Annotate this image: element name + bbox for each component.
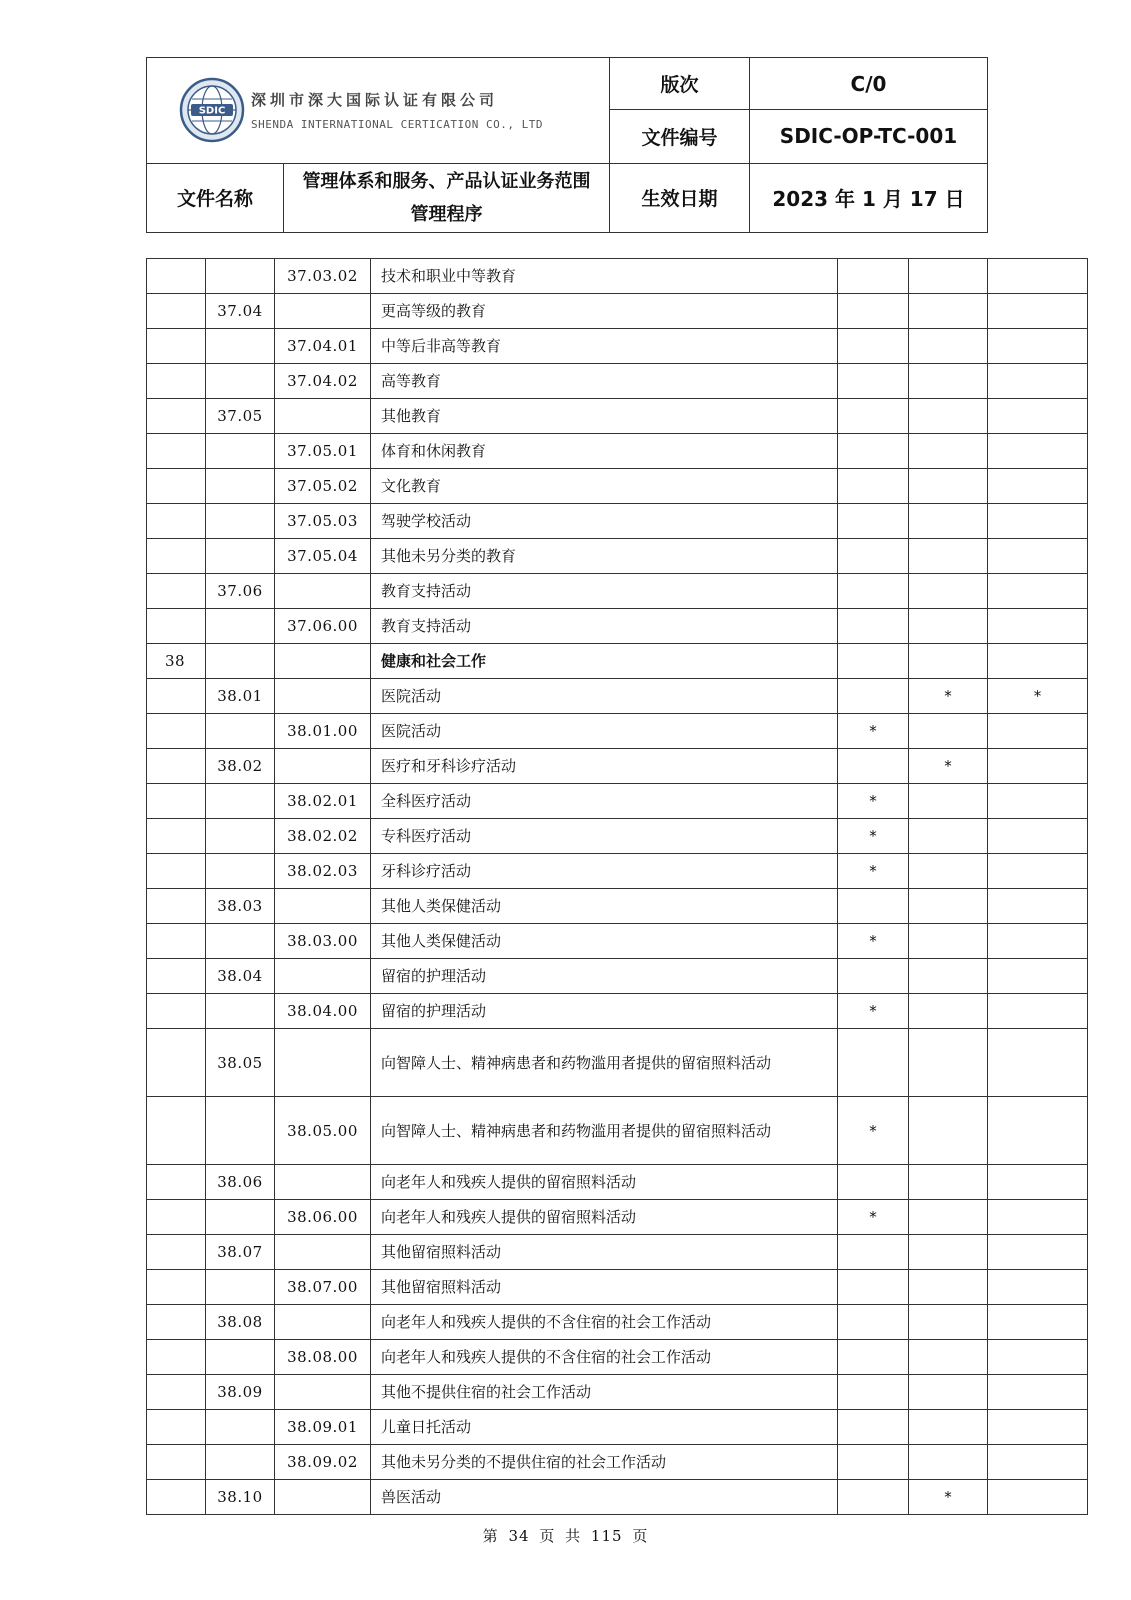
section-code [147,1029,206,1097]
table-row [147,1410,1088,1445]
section-code [147,1445,206,1480]
mark-cell-2 [909,329,988,364]
class-code [275,1165,371,1200]
docname-label: 文件名称 [147,163,284,232]
docno-label: 文件编号 [610,110,750,163]
class-code: 37.05.01 [275,434,371,469]
mark-cell-2 [909,1445,988,1480]
table-row [147,574,1088,609]
section-code [147,784,206,819]
mark-cell-1 [838,539,909,574]
class-code: 38.02.02 [275,819,371,854]
division-code: 38.06 [206,1165,275,1200]
company-logo-cell [147,58,610,164]
date-label: 生效日期 [610,163,750,232]
table-row [147,1097,1088,1165]
activity-name: 其他未另分类的教育 [371,539,838,574]
mark-cell-3 [988,294,1088,329]
mark-cell-1: * [838,1097,909,1165]
class-code: 38.06.00 [275,1200,371,1235]
mark-cell-1 [838,679,909,714]
mark-cell-2: * [909,749,988,784]
division-code: 37.06 [206,574,275,609]
mark-cell-1 [838,749,909,784]
division-code: 38.10 [206,1480,275,1515]
section-code [147,959,206,994]
mark-cell-2 [909,1305,988,1340]
section-code [147,1200,206,1235]
mark-cell-1 [838,1445,909,1480]
activity-name: 儿童日托活动 [371,1410,838,1445]
division-code [206,469,275,504]
division-code [206,434,275,469]
division-code [206,854,275,889]
mark-cell-3 [988,504,1088,539]
mark-cell-2 [909,1029,988,1097]
activity-name: 其他教育 [371,399,838,434]
mark-cell-3 [988,1410,1088,1445]
class-code [275,574,371,609]
mark-cell-3 [988,644,1088,679]
mark-cell-1 [838,959,909,994]
division-code [206,259,275,294]
mark-cell-1 [838,399,909,434]
date-value: 2023 年 1 月 17 日 [750,163,988,232]
document-header [146,57,988,233]
mark-cell-2 [909,1270,988,1305]
section-code [147,854,206,889]
mark-cell-1 [838,1410,909,1445]
section-code [147,294,206,329]
mark-cell-3 [988,1235,1088,1270]
table-row [147,644,1088,679]
mark-cell-2 [909,469,988,504]
mark-cell-3 [988,959,1088,994]
division-code: 38.05 [206,1029,275,1097]
section-code [147,399,206,434]
mark-cell-3 [988,1445,1088,1480]
mark-cell-2 [909,294,988,329]
division-code [206,994,275,1029]
mark-cell-2 [909,1165,988,1200]
table-row [147,1340,1088,1375]
class-code: 38.05.00 [275,1097,371,1165]
mark-cell-1: * [838,784,909,819]
activity-name: 体育和休闲教育 [371,434,838,469]
mark-cell-2 [909,994,988,1029]
table-row [147,994,1088,1029]
activity-name: 向智障人士、精神病患者和药物滥用者提供的留宿照料活动 [371,1029,838,1097]
section-code [147,259,206,294]
division-code: 38.01 [206,679,275,714]
table-row [147,1445,1088,1480]
section-code [147,994,206,1029]
table-row [147,1270,1088,1305]
class-code: 38.01.00 [275,714,371,749]
mark-cell-2 [909,959,988,994]
mark-cell-1 [838,1029,909,1097]
section-code [147,714,206,749]
activity-name: 高等教育 [371,364,838,399]
mark-cell-1 [838,1165,909,1200]
mark-cell-3 [988,1200,1088,1235]
section-code [147,1375,206,1410]
class-code: 38.07.00 [275,1270,371,1305]
mark-cell-1 [838,364,909,399]
activity-name: 向智障人士、精神病患者和药物滥用者提供的留宿照料活动 [371,1097,838,1165]
globe-logo-icon [179,77,245,143]
activity-name: 教育支持活动 [371,574,838,609]
table-row [147,399,1088,434]
mark-cell-3 [988,1165,1088,1200]
mark-cell-3 [988,574,1088,609]
class-code [275,889,371,924]
mark-cell-2 [909,1340,988,1375]
mark-cell-1 [838,574,909,609]
division-code: 38.09 [206,1375,275,1410]
section-code [147,539,206,574]
mark-cell-1 [838,329,909,364]
section-code [147,1097,206,1165]
table-row [147,329,1088,364]
mark-cell-2 [909,1235,988,1270]
table-row [147,259,1088,294]
table-row [147,504,1088,539]
mark-cell-3 [988,714,1088,749]
section-code [147,1270,206,1305]
section-code [147,924,206,959]
mark-cell-2: * [909,679,988,714]
mark-cell-3 [988,924,1088,959]
section-code [147,1480,206,1515]
mark-cell-3 [988,1305,1088,1340]
docname-value: 管理体系和服务、产品认证业务范围管理程序 [284,163,610,232]
mark-cell-2 [909,259,988,294]
class-code: 37.04.01 [275,329,371,364]
activity-name: 中等后非高等教育 [371,329,838,364]
mark-cell-1 [838,1480,909,1515]
mark-cell-3 [988,609,1088,644]
section-code [147,329,206,364]
class-code: 37.03.02 [275,259,371,294]
section-code [147,364,206,399]
mark-cell-3: * [988,679,1088,714]
table-row [147,889,1088,924]
division-code [206,329,275,364]
mark-cell-2 [909,504,988,539]
division-code [206,644,275,679]
class-code: 37.05.03 [275,504,371,539]
class-code [275,1029,371,1097]
table-row [147,539,1088,574]
mark-cell-3 [988,329,1088,364]
mark-cell-3 [988,1375,1088,1410]
section-code [147,819,206,854]
class-code [275,679,371,714]
mark-cell-3 [988,539,1088,574]
class-code [275,959,371,994]
mark-cell-1 [838,504,909,539]
class-code: 38.03.00 [275,924,371,959]
mark-cell-1 [838,1270,909,1305]
footer-prefix: 第 [482,1527,499,1545]
mark-cell-2 [909,854,988,889]
table-row [147,959,1088,994]
activity-name: 专科医疗活动 [371,819,838,854]
division-code: 38.04 [206,959,275,994]
activity-name: 医院活动 [371,679,838,714]
footer-mid1: 页 [539,1527,556,1545]
division-code: 37.04 [206,294,275,329]
section-code [147,504,206,539]
mark-cell-1 [838,434,909,469]
section-code [147,1235,206,1270]
section-code [147,889,206,924]
mark-cell-3 [988,994,1088,1029]
table-row [147,294,1088,329]
class-code: 37.05.02 [275,469,371,504]
activity-name: 向老年人和残疾人提供的不含住宿的社会工作活动 [371,1340,838,1375]
division-code [206,714,275,749]
mark-cell-1 [838,889,909,924]
company-name-cn: 深圳市深大国际认证有限公司 [251,91,499,110]
mark-cell-1 [838,294,909,329]
mark-cell-2 [909,434,988,469]
table-row [147,1029,1088,1097]
table-row [147,819,1088,854]
activity-name: 向老年人和残疾人提供的留宿照料活动 [371,1200,838,1235]
division-code [206,1340,275,1375]
mark-cell-1 [838,1235,909,1270]
section-code [147,749,206,784]
mark-cell-2 [909,1375,988,1410]
section-code [147,469,206,504]
class-code: 38.08.00 [275,1340,371,1375]
class-code: 38.09.01 [275,1410,371,1445]
table-row [147,1375,1088,1410]
class-code [275,1305,371,1340]
section-code [147,1305,206,1340]
division-code [206,1445,275,1480]
activity-name: 兽医活动 [371,1480,838,1515]
mark-cell-3 [988,1340,1088,1375]
section-code [147,1340,206,1375]
activity-name: 全科医疗活动 [371,784,838,819]
mark-cell-3 [988,784,1088,819]
table-row [147,679,1088,714]
section-code [147,574,206,609]
class-code [275,399,371,434]
class-code [275,294,371,329]
class-code: 38.02.01 [275,784,371,819]
division-code [206,539,275,574]
class-code: 37.05.04 [275,539,371,574]
section-code [147,1410,206,1445]
mark-cell-2 [909,644,988,679]
division-code: 37.05 [206,399,275,434]
mark-cell-2 [909,924,988,959]
scope-table [146,258,1088,1515]
mark-cell-1: * [838,854,909,889]
table-row [147,1165,1088,1200]
class-code: 38.02.03 [275,854,371,889]
page-total: 115 [590,1527,623,1545]
activity-name: 健康和社会工作 [371,644,838,679]
section-code: 38 [147,644,206,679]
table-row [147,714,1088,749]
division-code [206,504,275,539]
activity-name: 其他留宿照料活动 [371,1270,838,1305]
mark-cell-3 [988,434,1088,469]
mark-cell-1: * [838,994,909,1029]
table-row [147,784,1088,819]
mark-cell-2 [909,714,988,749]
docno-value: SDIC-OP-TC-001 [750,110,988,163]
mark-cell-2 [909,889,988,924]
class-code [275,1375,371,1410]
mark-cell-2 [909,574,988,609]
class-code: 38.09.02 [275,1445,371,1480]
mark-cell-3 [988,1029,1088,1097]
activity-name: 文化教育 [371,469,838,504]
table-row [147,1235,1088,1270]
mark-cell-2 [909,784,988,819]
version-label: 版次 [610,58,750,110]
mark-cell-2 [909,609,988,644]
activity-name: 医疗和牙科诊疗活动 [371,749,838,784]
mark-cell-3 [988,364,1088,399]
activity-name: 其他人类保健活动 [371,924,838,959]
mark-cell-3 [988,1270,1088,1305]
mark-cell-3 [988,1097,1088,1165]
section-code [147,434,206,469]
footer-suffix: 页 [632,1527,649,1545]
page-footer [0,1525,1131,1546]
section-code [147,609,206,644]
table-row [147,749,1088,784]
mark-cell-2 [909,399,988,434]
table-row [147,364,1088,399]
mark-cell-1 [838,644,909,679]
mark-cell-3 [988,819,1088,854]
division-code: 38.08 [206,1305,275,1340]
mark-cell-1: * [838,924,909,959]
division-code: 38.07 [206,1235,275,1270]
division-code [206,364,275,399]
activity-name: 向老年人和残疾人提供的不含住宿的社会工作活动 [371,1305,838,1340]
table-row [147,1200,1088,1235]
table-row [147,609,1088,644]
mark-cell-3 [988,889,1088,924]
class-code [275,749,371,784]
logo-text: SDIC [198,105,226,117]
mark-cell-2 [909,539,988,574]
division-code [206,1097,275,1165]
activity-name: 其他人类保健活动 [371,889,838,924]
section-code [147,1165,206,1200]
table-row [147,924,1088,959]
footer-mid2: 共 [565,1527,582,1545]
table-row [147,854,1088,889]
mark-cell-1 [838,609,909,644]
mark-cell-2 [909,1200,988,1235]
division-code [206,819,275,854]
class-code: 37.06.00 [275,609,371,644]
version-value: C/0 [750,58,988,110]
division-code [206,924,275,959]
table-row [147,469,1088,504]
scope-table-body [147,259,1088,1515]
table-row [147,434,1088,469]
mark-cell-1: * [838,819,909,854]
activity-name: 牙科诊疗活动 [371,854,838,889]
division-code [206,609,275,644]
activity-name: 其他未另分类的不提供住宿的社会工作活动 [371,1445,838,1480]
division-code [206,1410,275,1445]
mark-cell-3 [988,749,1088,784]
activity-name: 其他不提供住宿的社会工作活动 [371,1375,838,1410]
company-name-en: SHENDA INTERNATIONAL CERTICATION CO., LTD [251,118,544,132]
activity-name: 更高等级的教育 [371,294,838,329]
activity-name: 驾驶学校活动 [371,504,838,539]
mark-cell-2 [909,1410,988,1445]
section-code [147,679,206,714]
mark-cell-2: * [909,1480,988,1515]
class-code: 38.04.00 [275,994,371,1029]
class-code [275,1235,371,1270]
mark-cell-2 [909,364,988,399]
mark-cell-1 [838,1305,909,1340]
activity-name: 技术和职业中等教育 [371,259,838,294]
mark-cell-3 [988,1480,1088,1515]
mark-cell-1 [838,259,909,294]
mark-cell-1 [838,469,909,504]
mark-cell-1: * [838,714,909,749]
activity-name: 教育支持活动 [371,609,838,644]
activity-name: 其他留宿照料活动 [371,1235,838,1270]
division-code: 38.03 [206,889,275,924]
mark-cell-1 [838,1375,909,1410]
division-code [206,1200,275,1235]
mark-cell-3 [988,469,1088,504]
activity-name: 留宿的护理活动 [371,959,838,994]
table-row [147,1305,1088,1340]
mark-cell-1 [838,1340,909,1375]
division-code: 38.02 [206,749,275,784]
page-number: 34 [508,1527,530,1545]
activity-name: 医院活动 [371,714,838,749]
class-code [275,644,371,679]
class-code: 37.04.02 [275,364,371,399]
mark-cell-3 [988,399,1088,434]
mark-cell-3 [988,854,1088,889]
mark-cell-2 [909,819,988,854]
class-code [275,1480,371,1515]
mark-cell-2 [909,1097,988,1165]
division-code [206,784,275,819]
table-row [147,1480,1088,1515]
mark-cell-3 [988,259,1088,294]
mark-cell-1: * [838,1200,909,1235]
activity-name: 向老年人和残疾人提供的留宿照料活动 [371,1165,838,1200]
division-code [206,1270,275,1305]
activity-name: 留宿的护理活动 [371,994,838,1029]
